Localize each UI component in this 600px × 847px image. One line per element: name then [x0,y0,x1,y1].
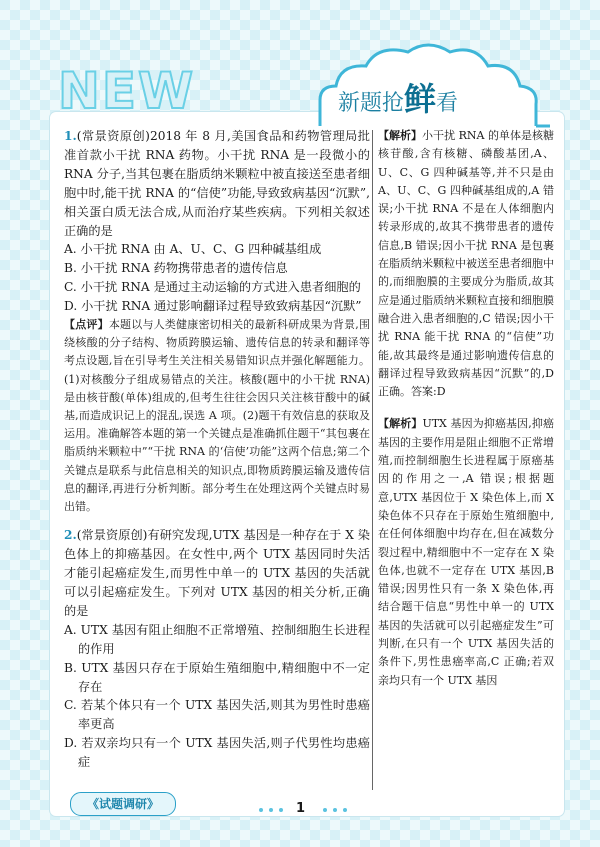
q1-option-a: A. 小干扰 RNA 由 A、U、C、G 四种碱基组成 [64,242,322,257]
q1-option-d: D. 小干扰 RNA 通过影响翻译过程导致致病基因“沉默” [64,299,362,314]
analysis-column [378,127,554,690]
footer-badge: 《试题调研》 [70,792,176,816]
section-title: 新题抢鲜看 [338,80,459,118]
q1-comment: 【点评】本题以与人类健康密切相关的最新科研成果为背景,围绕核酸的分子结构、物质跨膜运输、遗传信息的转录和翻译等考点设题,旨在引导考生关注相关易错知识点并强化解题能力。(1)对核酸分子组成易错点的关注。核酸(题中的小干扰 RNA)是由核苷酸(单体)组成的,但考生往往会因只关注核苷酸中的碱基,而造成识记上的混乱,误选 A 项。(2)题干有效信息的获取及运用。准确解答本题的第一个关键点是准确抓住题干“其包裹在脂质纳米颗粒中”“干扰 RNA 的‘信使’功能”这两个信息;第二个关键点是联系与此信息相关的知识点,即物质跨膜运输及遗传信息的翻译,再进行分析判断。部分考生在处理这两个关键点时易出错。 [64,318,371,514]
q2-option-c: C. 若某个体只有一个 UTX 基因失活,则其为男性时患癌率更高 [64,698,370,732]
question-1-stem: 1.(常景资原创)2018 年 8 月,美国食品和药物管理局批准首款小干扰 RNA 药物。小干扰 RNA 是一段微小的 RNA 分子,当其包裹在脂质纳米颗粒中被直接送至患者细胞中时,能干扰 RNA 的“信使”功能,导致致病基因“沉默”,相关蛋白质无法合成,从而治疗某些疾病。下列相关叙述正确的是 [64,129,370,238]
new-logo: NEW [58,62,196,120]
q1-option-c: C. 小干扰 RNA 是通过主动运输的方式进入患者细胞的 [64,280,361,295]
page-number: 1 [296,801,306,816]
q2-option-d: D. 若双亲均只有一个 UTX 基因失活,则子代男性均患癌症 [64,736,370,770]
q2-option-b: B. UTX 基因只存在于原始生殖细胞中,精细胞中不一定存在 [64,660,370,694]
q1-analysis: 【解析】小干扰 RNA 的单体是核糖核苷酸,含有核糖、磷酸基团,A、U、C、G 四种碱基等,并不只是由 A、U、C、G 四种碱基组成的,A 错误;小干扰 RNA 不是在人体细胞内转录形成的,故其不携带患者的遗传信息,B 错误;因小干扰 RNA 是包裹在脂质纳米颗粒中被送至患者细胞中的,而细胞膜的主要成分为脂质,故其应是通过脂质纳米颗粒直接和细胞膜融合进入患者细胞的,C 错误;因小干扰 RNA 能干扰 RNA 的“信使”功能,故其最终是通过影响遗传信息的翻译过程导致致病基因“沉默”的,D 正确。答案:D [378,129,555,399]
question-2-stem: 2.(常景资原创)有研究发现,UTX 基因是一种存在于 X 染色体上的抑癌基因。在女性中,两个 UTX 基因同时失活才能引起癌症发生,而男性中单一的 UTX 基因的失活就可以引起癌症发生。下列对 UTX 基因的相关分析,正确的是 [64,528,370,618]
question-column [64,127,370,772]
q2-analysis: 【解析】UTX 基因为抑癌基因,抑癌基因的主要作用是阻止细胞不正常增殖,而控制细胞生长进程属于原癌基因的作用之一,A 错误;根据题意,UTX 基因位于 X 染色体上,而 X 染色体不只存在于原始生殖细胞中,在任何体细胞中均存在,但在减数分裂过程中,精细胞中不一定存在 X 染色体,也就不一定存在 UTX 基因,B 错误;因男性只有一条 X 染色体,再结合题干信息“男性中单一的 UTX 基因的失活就可以引起癌症发生”可判断,在只有一个 UTX 基因失活的条件下,男性患癌率高,C 正确;若双亲均只有一个 UTX 基因 [378,417,555,687]
q1-option-b: B. 小干扰 RNA 药物携带患者的遗传信息 [64,261,288,276]
q2-option-a: A. UTX 基因有阻止细胞不正常增殖、控制细胞生长进程的作用 [64,622,370,656]
column-divider [372,130,373,790]
